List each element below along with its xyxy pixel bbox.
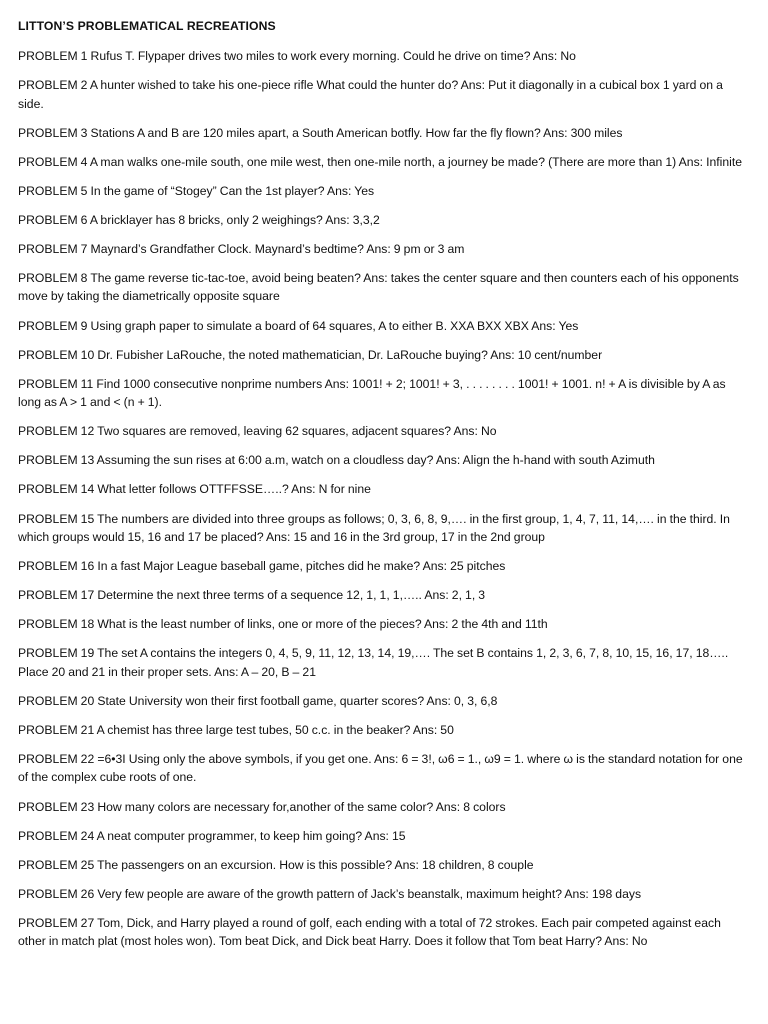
problem-4: PROBLEM 4 A man walks one-mile south, one mile west, then one-mile north, a journey be made? (There are more than 1) Ans: Infinite xyxy=(18,154,743,169)
problem-15: PROBLEM 15 The numbers are divided into three groups as follows; 0, 3, 6, 8, 9,…. in the first group, 1, 4, 7, 11, 14,…. in the third. In which groups would 15, 16 and 17 be placed? Ans: 15 and 16 in the 3rd group, 17 in the 2nd group xyxy=(18,511,730,544)
problem-8: PROBLEM 8 The game reverse tic-tac-toe, avoid being beaten? Ans: takes the center square and then counters each of his opponents move by taking the diametrically opposite square xyxy=(18,271,739,304)
problem-20: PROBLEM 20 State University won their first football game, quarter scores? Ans: 0, 3, 6,8 xyxy=(18,693,498,708)
problem-16: PROBLEM 16 In a fast Major League baseball game, pitches did he make? Ans: 25 pitches xyxy=(18,559,506,574)
problem-19: PROBLEM 19 The set A contains the integers 0, 4, 5, 9, 11, 12, 13, 14, 19,…. The set B contains 1, 2, 3, 6, 7, 8, 10, 15, 16, 17, 18….. Place 20 and 21 in their proper sets. Ans: A – 20, B – 21 xyxy=(18,646,729,679)
problem-2: PROBLEM 2 A hunter wished to take his one-piece rifle What could the hunter do? Ans: Put it diagonally in a cubical box 1 yard on a side. xyxy=(18,78,723,111)
problem-7: PROBLEM 7 Maynard’s Grandfather Clock. Maynard’s bedtime? Ans: 9 pm or 3 am xyxy=(18,241,465,256)
problem-27: PROBLEM 27 Tom, Dick, and Harry played a round of golf, each ending with a total of 72 strokes. Each pair competed against each other in match plat (most holes won). Tom beat Dick, and Dick beat Harry. Does it follow that Tom beat Harry? Ans: No xyxy=(18,915,721,949)
problem-18: PROBLEM 18 What is the least number of links, one or more of the pieces? Ans: 2 the 4th and 11th xyxy=(18,617,548,632)
problem-25: PROBLEM 25 The passengers on an excursion. How is this possible? Ans: 18 children, 8 couple xyxy=(18,857,534,872)
problem-14: PROBLEM 14 What letter follows OTTFFSSE…..? Ans: N for nine xyxy=(18,482,371,497)
problem-9: PROBLEM 9 Using graph paper to simulate a board of 64 squares, A to either B. XXA BXX XBX Ans: Yes xyxy=(18,318,579,333)
document-page xyxy=(18,18,750,961)
problem-26: PROBLEM 26 Very few people are aware of the growth pattern of Jack’s beanstalk, maximum height? Ans: 198 days xyxy=(18,886,642,901)
problem-13: PROBLEM 13 Assuming the sun rises at 6:00 a.m, watch on a cloudless day? Ans: Align the h-hand with south Azimuth xyxy=(18,453,655,468)
problem-23: PROBLEM 23 How many colors are necessary for,another of the same color? Ans: 8 colors xyxy=(18,799,506,814)
problem-5: PROBLEM 5 In the game of “Stogey” Can the 1st player? Ans: Yes xyxy=(18,183,375,198)
problem-24: PROBLEM 24 A neat computer programmer, to keep him going? Ans: 15 xyxy=(18,828,406,843)
problem-12: PROBLEM 12 Two squares are removed, leaving 62 squares, adjacent squares? Ans: No xyxy=(18,424,497,439)
problem-3: PROBLEM 3 Stations A and B are 120 miles apart, a South American botfly. How far the fly flown? Ans: 300 miles xyxy=(18,125,623,140)
problem-21: PROBLEM 21 A chemist has three large test tubes, 50 c.c. in the beaker? Ans: 50 xyxy=(18,722,454,737)
problem-11: PROBLEM 11 Find 1000 consecutive nonprime numbers Ans: 1001! + 2; 1001! + 3, . . . . . . . . 1001! + 1001. n! + A is divisible by A as long as A > 1 and < (n + 1). xyxy=(18,376,726,410)
problem-10: PROBLEM 10 Dr. Fubisher LaRouche, the noted mathematician, Dr. LaRouche buying? Ans: 10 cent/number xyxy=(18,347,603,362)
problem-6: PROBLEM 6 A bricklayer has 8 bricks, only 2 weighings? Ans: 3,3,2 xyxy=(18,212,380,227)
problem-17: PROBLEM 17 Determine the next three terms of a sequence 12, 1, 1, 1,….. Ans: 2, 1, 3 xyxy=(18,588,486,603)
document-title: LITTON’S PROBLEMATICAL RECREATIONS xyxy=(18,19,276,33)
problem-22: PROBLEM 22 =6•3I Using only the above symbols, if you get one. Ans: 6 = 3!, ω6 = 1., ω9 = 1. where ω is the standard notation for one of the complex cube roots of one. xyxy=(18,752,743,785)
problem-1: PROBLEM 1 Rufus T. Flypaper drives two miles to work every morning. Could he drive on time? Ans: No xyxy=(18,49,576,63)
